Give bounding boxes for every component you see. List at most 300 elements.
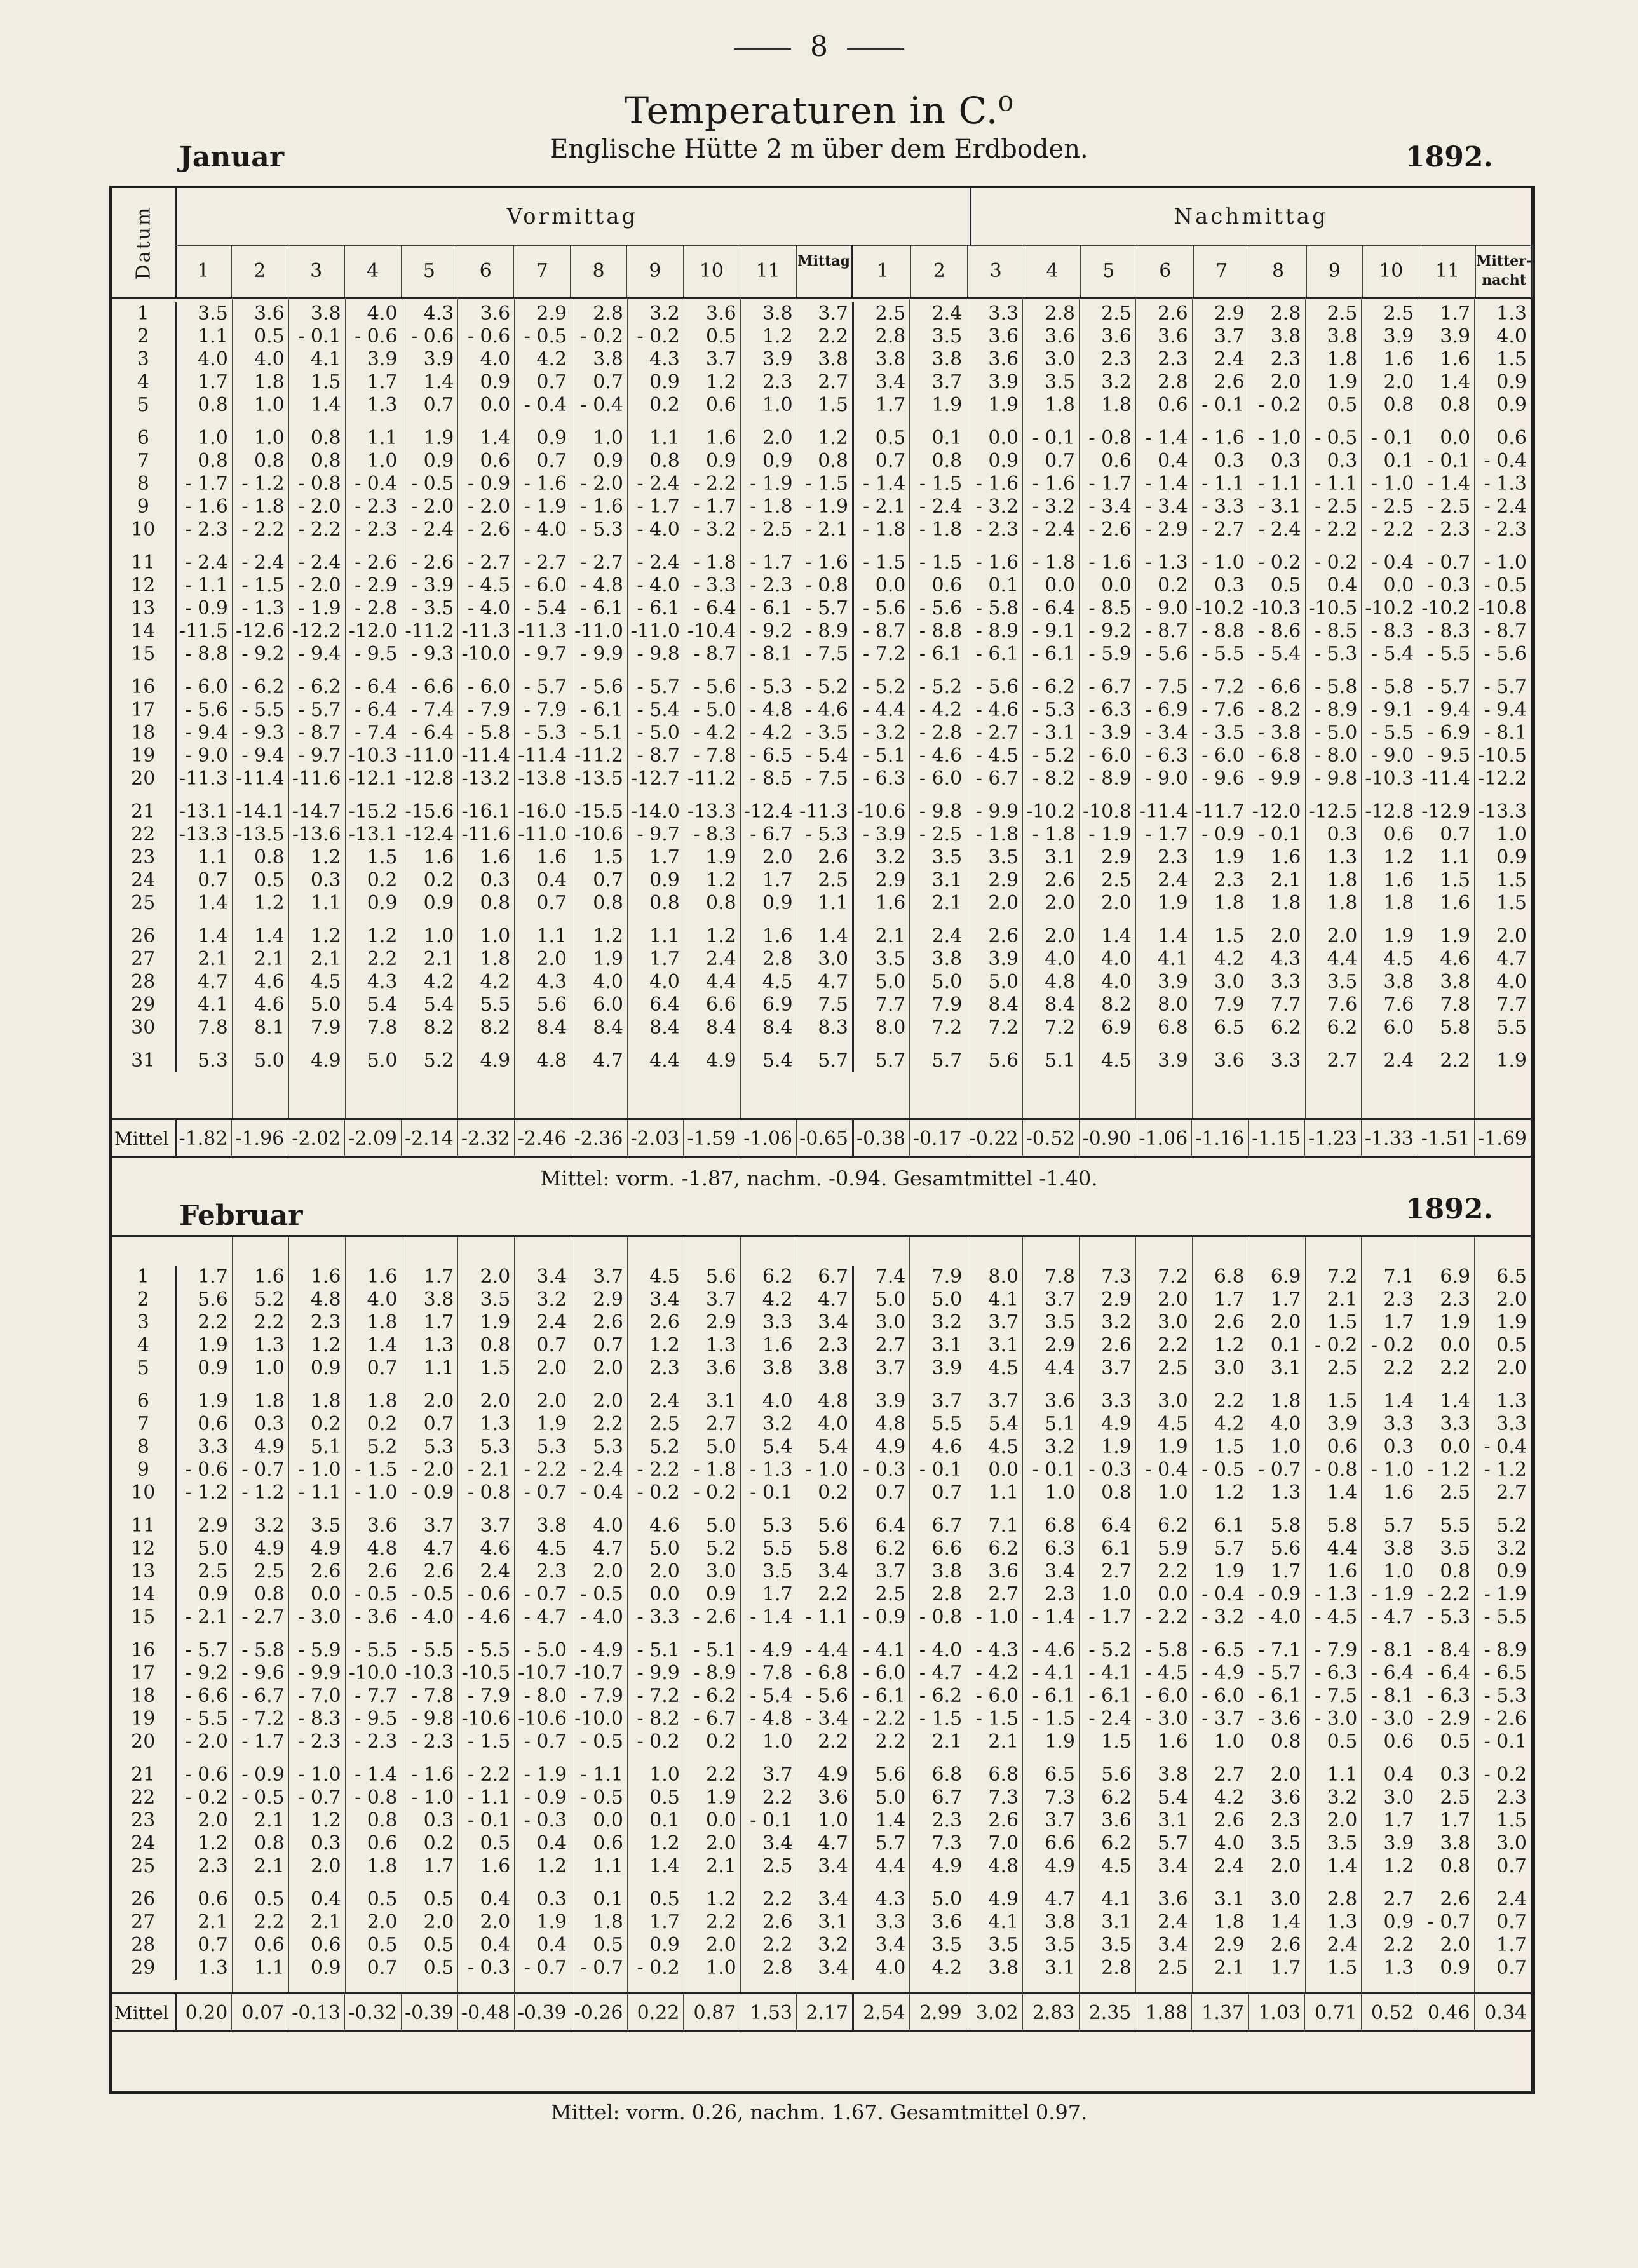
temperature-cell: 0.2 <box>649 394 680 416</box>
mittel-cell: 0.52 <box>1361 1994 1418 2031</box>
temperature-cell: 0.0 <box>480 394 511 416</box>
temperature-cell: - 6.8 <box>797 1662 853 1685</box>
temperature-cell: - 5.2 <box>797 676 853 699</box>
temperature-cell: 7.7 <box>875 994 906 1016</box>
mittel-cell: -0.32 <box>345 1994 402 2031</box>
hour-header: 3 <box>288 245 345 297</box>
temperature-cell: 0.9 <box>649 371 680 393</box>
day-cell: 11 <box>112 1515 175 1537</box>
mittel-cell: -0.39 <box>514 1994 571 2031</box>
temperature-cell: - 2.3 <box>355 496 398 518</box>
day-cell: 1 <box>112 1266 175 1288</box>
temperature-cell: - 1.3 <box>750 1459 793 1481</box>
temperature-cell: - 8.3 <box>1371 620 1414 642</box>
temperature-cell: 2.0 <box>1383 371 1414 393</box>
temperature-cell: - 2.4 <box>1032 518 1075 541</box>
temperature-cell: - 7.7 <box>355 1685 398 1707</box>
temperature-cell: 0.0 <box>988 427 1019 449</box>
temperature-cell: - 1.1 <box>185 574 228 597</box>
temperature-cell: - 1.1 <box>1201 473 1245 495</box>
temperature-cell: 2.7 <box>1327 1050 1358 1072</box>
temperature-cell: 2.8 <box>762 948 793 970</box>
temperature-cell: - 6.4 <box>1427 1662 1471 1684</box>
temperature-cell: - 0.6 <box>355 325 398 348</box>
temperature-cell: - 6.1 <box>862 1685 906 1707</box>
temperature-cell: 1.3 <box>1327 846 1358 868</box>
temperature-cell: 1.6 <box>310 1266 341 1288</box>
table-row <box>112 394 1531 417</box>
temperature-cell: 2.8 <box>762 1957 793 1979</box>
table-row <box>112 450 1531 473</box>
temperature-cell: - 6.3 <box>1314 1662 1358 1684</box>
table-row <box>112 551 1531 574</box>
temperature-cell: 0.2 <box>706 1731 736 1753</box>
day-cell: 17 <box>112 1662 175 1685</box>
temperature-cell: 2.2 <box>1214 1390 1245 1412</box>
temperature-cell: 2.3 <box>310 1311 341 1333</box>
temperature-cell: 1.5 <box>367 846 398 868</box>
temperature-cell: - 5.8 <box>1314 676 1358 698</box>
temperature-cell: - 2.4 <box>919 496 963 518</box>
day-cell: 28 <box>112 971 175 994</box>
temperature-cell: 5.2 <box>1496 1515 1527 1537</box>
temperature-cell: -10.4 <box>687 620 736 642</box>
temperature-cell: - 0.7 <box>524 1957 567 1979</box>
temperature-cell: 4.5 <box>310 971 341 993</box>
temperature-cell: - 7.2 <box>637 1685 680 1707</box>
temperature-cell: - 2.7 <box>580 551 623 574</box>
table-row <box>112 1809 1531 1832</box>
temperature-cell: 3.5 <box>1327 971 1358 993</box>
temperature-cell: 5.5 <box>1496 1016 1527 1039</box>
temperature-cell: 2.1 <box>310 948 341 970</box>
grid-line <box>457 1236 458 1992</box>
temperature-cell: - 8.3 <box>298 1708 341 1730</box>
temperature-cell: -12.6 <box>235 620 285 642</box>
temperature-cell: - 0.6 <box>467 1583 511 1605</box>
temperature-cell: 0.3 <box>310 1832 341 1854</box>
temperature-cell: 6.9 <box>1101 1016 1132 1039</box>
temperature-cell: 0.8 <box>254 1832 285 1854</box>
temperature-cell: 1.4 <box>254 925 285 947</box>
day-cell: 17 <box>112 699 175 722</box>
temperature-cell: - 7.2 <box>1201 676 1245 698</box>
temperature-cell: 1.4 <box>1270 1911 1301 1933</box>
temperature-cell: - 4.6 <box>919 745 963 767</box>
temperature-cell: 1.2 <box>706 925 736 947</box>
mittel-cell: -1.23 <box>1305 1120 1362 1157</box>
temperature-cell: 1.0 <box>367 450 398 472</box>
temperature-cell: 0.7 <box>875 450 906 472</box>
temperature-cell: - 3.2 <box>975 496 1019 518</box>
temperature-cell: - 2.4 <box>298 551 341 574</box>
temperature-cell: 2.6 <box>1045 869 1075 891</box>
page-title: Temperaturen in C.⁰ <box>624 89 1014 132</box>
temperature-cell: - 8.8 <box>919 620 963 642</box>
temperature-cell: - 2.4 <box>410 518 454 541</box>
temperature-cell: 0.3 <box>480 869 511 891</box>
temperature-cell: - 6.1 <box>919 643 963 665</box>
temperature-cell: 0.4 <box>480 1934 511 1956</box>
temperature-cell: 6.2 <box>1158 1515 1188 1537</box>
temperature-cell: - 8.9 <box>797 620 853 643</box>
temperature-cell: 0.8 <box>649 892 680 914</box>
grid-line <box>909 1236 910 1992</box>
temperature-cell: - 3.8 <box>1258 722 1301 744</box>
temperature-cell: - 5.7 <box>1484 676 1527 698</box>
temperature-cell: 3.9 <box>931 1357 963 1379</box>
temperature-cell: 0.8 <box>1383 394 1414 416</box>
temperature-cell: 3.7 <box>423 1515 454 1537</box>
temperature-cell: - 1.1 <box>1258 473 1301 495</box>
temperature-cell: - 0.9 <box>467 473 511 495</box>
temperature-cell: 4.5 <box>1101 1050 1132 1072</box>
temperature-cell: 0.9 <box>536 427 567 449</box>
temperature-cell: 0.8 <box>1440 1560 1471 1583</box>
temperature-cell: - 1.7 <box>637 496 680 518</box>
temperature-cell: - 7.5 <box>797 767 853 790</box>
temperature-cell: - 4.5 <box>467 574 511 597</box>
temperature-cell: 1.1 <box>423 1357 454 1379</box>
year-label-2: 1892. <box>1405 1193 1493 1225</box>
temperature-cell: - 9.9 <box>298 1662 341 1684</box>
table-row <box>112 1459 1531 1482</box>
temperature-cell: -12.4 <box>743 800 793 823</box>
temperature-cell: 0.3 <box>1214 574 1245 597</box>
temperature-cell: - 9.6 <box>241 1662 285 1684</box>
temperature-cell: - 6.6 <box>1258 676 1301 698</box>
temperature-cell: - 0.5 <box>524 325 567 348</box>
day-cell: 9 <box>112 1459 175 1482</box>
temperature-cell: - 6.9 <box>1427 722 1471 744</box>
temperature-cell: 1.4 <box>875 1809 906 1832</box>
temperature-cell: 0.5 <box>1496 1334 1527 1356</box>
temperature-cell: 2.1 <box>1214 1957 1245 1979</box>
temperature-cell: 6.1 <box>1101 1537 1132 1560</box>
temperature-cell: - 8.0 <box>524 1685 567 1707</box>
temperature-cell: 6.4 <box>649 994 680 1016</box>
temperature-cell: - 5.3 <box>524 722 567 744</box>
temperature-cell: - 1.0 <box>298 1459 341 1481</box>
temperature-cell: - 6.1 <box>750 597 793 619</box>
temperature-cell: 2.5 <box>762 1855 793 1877</box>
temperature-cell: 1.6 <box>1383 869 1414 891</box>
temperature-cell: - 9.9 <box>580 643 623 665</box>
temperature-cell: - 6.2 <box>919 1685 963 1707</box>
temperature-cell: 2.7 <box>797 371 853 394</box>
temperature-cell: 2.1 <box>706 1855 736 1877</box>
temperature-cell: - 0.4 <box>355 473 398 495</box>
temperature-cell: 3.6 <box>1270 1786 1301 1809</box>
temperature-cell: 4.9 <box>310 1050 341 1072</box>
temperature-cell: 5.0 <box>649 1537 680 1560</box>
temperature-cell: - 1.8 <box>862 518 906 541</box>
temperature-cell: - 0.3 <box>1427 574 1471 597</box>
temperature-cell: - 0.4 <box>1484 1436 1527 1458</box>
temperature-cell: 6.5 <box>1496 1266 1527 1288</box>
temperature-cell: 1.8 <box>593 1911 623 1933</box>
temperature-cell: 1.9 <box>480 1311 511 1333</box>
table-row <box>112 948 1531 971</box>
temperature-cell: 3.4 <box>875 371 906 393</box>
temperature-cell: - 1.2 <box>185 1482 228 1504</box>
temperature-cell: 2.6 <box>1440 1888 1471 1910</box>
temperature-cell: - 6.4 <box>355 699 398 721</box>
temperature-cell: - 4.8 <box>750 699 793 721</box>
temperature-cell: 3.7 <box>797 302 853 325</box>
grid-line <box>1135 1236 1136 1992</box>
temperature-cell: 3.0 <box>1383 1786 1414 1809</box>
temperature-cell: - 9.8 <box>1314 767 1358 790</box>
temperature-cell: 0.7 <box>593 371 623 393</box>
temperature-cell: 4.0 <box>1101 971 1132 993</box>
temperature-cell: 3.1 <box>931 1334 963 1356</box>
temperature-cell: - 3.0 <box>1314 1708 1358 1730</box>
mittel-cell: -0.39 <box>402 1994 458 2031</box>
temperature-cell: 4.6 <box>254 994 285 1016</box>
temperature-cell: - 0.5 <box>410 473 454 495</box>
temperature-cell: - 9.5 <box>1427 745 1471 767</box>
temperature-cell: 8.2 <box>423 1016 454 1039</box>
temperature-cell: - 9.4 <box>1484 699 1527 721</box>
temperature-cell: - 2.6 <box>1088 518 1132 541</box>
temperature-cell: 3.2 <box>762 1413 793 1435</box>
temperature-cell: 3.3 <box>1101 1390 1132 1412</box>
table-row <box>112 1786 1531 1809</box>
temperature-cell: 0.4 <box>1158 450 1188 472</box>
temperature-cell: 0.9 <box>1440 1957 1471 1979</box>
temperature-cell: 2.9 <box>536 302 567 325</box>
temperature-cell: 2.8 <box>1270 302 1301 325</box>
temperature-cell: 3.5 <box>480 1288 511 1311</box>
grid-line <box>514 297 515 1118</box>
temperature-cell: 1.1 <box>198 846 228 868</box>
temperature-cell: 1.1 <box>198 325 228 348</box>
temperature-cell: - 1.7 <box>1145 823 1188 846</box>
temperature-cell: 3.7 <box>875 1357 906 1379</box>
temperature-cell: - 5.8 <box>241 1639 285 1661</box>
temperature-cell: 2.7 <box>1214 1764 1245 1786</box>
temperature-cell: 2.7 <box>988 1583 1019 1605</box>
temperature-cell: 2.4 <box>931 925 963 947</box>
temperature-cell: 1.0 <box>254 394 285 416</box>
temperature-cell: 5.0 <box>931 971 963 993</box>
hour-header: 10 <box>684 245 740 297</box>
temperature-cell: 4.1 <box>198 994 228 1016</box>
temperature-cell: 1.9 <box>706 846 736 868</box>
temperature-cell: - 0.7 <box>580 1957 623 1979</box>
temperature-cell: 3.0 <box>1214 1357 1245 1379</box>
temperature-cell: 5.4 <box>988 1413 1019 1435</box>
temperature-cell: - 2.4 <box>1258 518 1301 541</box>
mittel-cell: -1.82 <box>175 1120 232 1157</box>
temperature-cell: 0.3 <box>1327 450 1358 472</box>
day-cell: 14 <box>112 620 175 643</box>
temperature-cell: 3.2 <box>649 302 680 325</box>
mittel-cell: 1.03 <box>1249 1994 1305 2031</box>
temperature-cell: - 1.5 <box>241 574 285 597</box>
temperature-cell: 3.3 <box>1383 1413 1414 1435</box>
temperature-cell: - 5.0 <box>524 1639 567 1661</box>
temperature-cell: 3.5 <box>310 1515 341 1537</box>
temperature-cell: - 5.3 <box>1032 699 1075 721</box>
temperature-cell: -10.3 <box>405 1662 454 1684</box>
hour-header: 8 <box>1250 245 1307 297</box>
temperature-cell: - 5.6 <box>185 699 228 721</box>
temperature-cell: 1.8 <box>367 1855 398 1877</box>
temperature-cell: 2.0 <box>1270 1855 1301 1877</box>
temperature-cell: 2.6 <box>1270 1934 1301 1956</box>
temperature-cell: 3.8 <box>762 1357 793 1379</box>
day-cell: 24 <box>112 1832 175 1855</box>
temperature-cell: - 8.1 <box>1484 722 1527 744</box>
temperature-cell: 3.6 <box>797 1786 853 1809</box>
temperature-cell: 7.8 <box>1045 1266 1075 1288</box>
hour-header: 1 <box>855 245 912 297</box>
temperature-cell: 2.2 <box>797 325 853 348</box>
mittel-cell: 3.02 <box>966 1994 1022 2031</box>
temperature-cell: -10.8 <box>1478 597 1527 619</box>
temperature-cell: - 3.3 <box>637 1606 680 1628</box>
temperature-cell: 3.2 <box>1045 1436 1075 1458</box>
temperature-cell: 1.1 <box>367 427 398 449</box>
temperature-cell: - 2.9 <box>1145 518 1188 541</box>
temperature-cell: -16.1 <box>461 800 511 823</box>
temperature-cell: - 5.8 <box>975 597 1019 619</box>
day-cell: 24 <box>112 869 175 892</box>
temperature-cell: - 2.3 <box>355 1731 398 1753</box>
temperature-cell: 2.5 <box>875 302 906 325</box>
temperature-cell: 0.6 <box>480 450 511 472</box>
table-row <box>112 1436 1531 1459</box>
temperature-cell: - 0.9 <box>1201 823 1245 846</box>
temperature-cell: - 0.5 <box>1201 1459 1245 1481</box>
temperature-cell: 1.1 <box>310 892 341 914</box>
temperature-cell: 3.8 <box>593 348 623 370</box>
temperature-cell: 1.9 <box>1383 925 1414 947</box>
temperature-cell: 2.8 <box>931 1583 963 1605</box>
temperature-cell: 4.8 <box>1045 971 1075 993</box>
day-cell: 11 <box>112 551 175 574</box>
mittel-cell: -1.15 <box>1249 1120 1305 1157</box>
temperature-cell: - 0.2 <box>1314 1334 1358 1356</box>
temperature-cell: - 6.0 <box>467 676 511 698</box>
page-number: 8 <box>0 30 1638 63</box>
temperature-cell: 4.7 <box>1496 948 1527 970</box>
temperature-cell: 1.5 <box>1214 925 1245 947</box>
temperature-cell: - 8.7 <box>637 745 680 767</box>
temperature-cell: - 0.1 <box>298 325 341 348</box>
table-row <box>112 1537 1531 1560</box>
day-cell: 25 <box>112 892 175 915</box>
temperature-cell: 2.5 <box>1327 302 1358 325</box>
temperature-cell: 0.6 <box>1383 1731 1414 1753</box>
temperature-cell: -10.7 <box>574 1662 623 1684</box>
temperature-cell: -14.7 <box>292 800 341 823</box>
temperature-cell: 1.0 <box>480 925 511 947</box>
temperature-cell: 0.0 <box>875 574 906 597</box>
temperature-cell: - 0.1 <box>1032 1459 1075 1481</box>
temperature-cell: 1.7 <box>1214 1288 1245 1311</box>
temperature-cell: - 0.2 <box>637 325 680 348</box>
temperature-cell: - 9.8 <box>919 800 963 823</box>
temperature-cell: - 3.4 <box>797 1708 853 1731</box>
temperature-cell: 0.0 <box>988 1459 1019 1481</box>
februar-summary: Mittel: vorm. 0.26, nachm. 1.67. Gesamtmittel 0.97. <box>550 2100 1088 2124</box>
temperature-cell: 3.4 <box>1045 1560 1075 1583</box>
temperature-cell: 3.9 <box>1383 325 1414 348</box>
temperature-cell: 2.4 <box>1214 1855 1245 1877</box>
temperature-cell: 3.5 <box>988 1934 1019 1956</box>
temperature-cell: 3.6 <box>706 302 736 325</box>
temperature-cell: - 1.1 <box>298 1482 341 1504</box>
temperature-cell: - 3.3 <box>693 574 736 597</box>
temperature-cell: - 2.2 <box>693 473 736 495</box>
temperature-cell: 3.6 <box>988 348 1019 370</box>
temperature-cell: 2.1 <box>310 1911 341 1933</box>
temperature-cell: 2.0 <box>480 1390 511 1412</box>
temperature-cell: -11.4 <box>1421 767 1471 790</box>
temperature-cell: - 1.3 <box>1314 1583 1358 1605</box>
temperature-cell: - 0.6 <box>410 325 454 348</box>
temperature-cell: - 9.7 <box>298 745 341 767</box>
januar-mittel-row <box>112 1118 1531 1158</box>
temperature-cell: 4.2 <box>536 348 567 370</box>
temperature-cell: 0.7 <box>1496 1911 1527 1933</box>
temperature-cell: - 8.9 <box>693 1662 736 1684</box>
temperature-cell: 6.0 <box>1383 1016 1414 1039</box>
temperature-cell: 2.1 <box>1270 869 1301 891</box>
temperature-cell: - 6.9 <box>1145 699 1188 721</box>
temperature-cell: - 2.3 <box>750 574 793 597</box>
temperature-cell: -13.1 <box>348 823 398 846</box>
temperature-cell: 0.7 <box>423 394 454 416</box>
grid-line <box>1079 1236 1080 1992</box>
temperature-cell: 0.8 <box>593 892 623 914</box>
temperature-cell: - 2.7 <box>1201 518 1245 541</box>
temperature-cell: 2.8 <box>875 325 906 348</box>
temperature-cell: - 0.8 <box>467 1482 511 1504</box>
mittel-cell: -0.38 <box>853 1120 910 1157</box>
grid-line <box>1305 1236 1306 1992</box>
temperature-cell: - 4.7 <box>1371 1606 1414 1628</box>
temperature-cell: -11.3 <box>461 620 511 642</box>
temperature-cell: 0.0 <box>1440 1436 1471 1458</box>
temperature-cell: 2.0 <box>536 1390 567 1412</box>
temperature-cell: 1.7 <box>198 1266 228 1288</box>
temperature-cell: 0.8 <box>931 450 963 472</box>
temperature-cell: 4.1 <box>988 1288 1019 1311</box>
temperature-cell: 3.4 <box>797 1855 853 1878</box>
temperature-cell: 3.4 <box>649 1288 680 1311</box>
temperature-cell: - 9.7 <box>524 643 567 665</box>
day-cell: 29 <box>112 1957 175 1980</box>
temperature-cell: - 4.6 <box>797 699 853 722</box>
temperature-cell: 2.6 <box>423 1560 454 1583</box>
hour-header: 4 <box>345 245 402 297</box>
temperature-cell: - 5.5 <box>1484 1606 1527 1628</box>
temperature-cell: - 5.2 <box>1032 745 1075 767</box>
mittel-cell: -1.59 <box>684 1120 740 1157</box>
temperature-cell: - 9.2 <box>750 620 793 642</box>
temperature-cell: 3.3 <box>1440 1413 1471 1435</box>
temperature-cell: 6.6 <box>1045 1832 1075 1854</box>
day-cell: 23 <box>112 846 175 869</box>
temperature-cell: 1.5 <box>310 371 341 393</box>
temperature-cell: 8.0 <box>1158 994 1188 1016</box>
temperature-cell: - 0.3 <box>467 1957 511 1979</box>
temperature-cell: - 6.3 <box>862 767 906 790</box>
